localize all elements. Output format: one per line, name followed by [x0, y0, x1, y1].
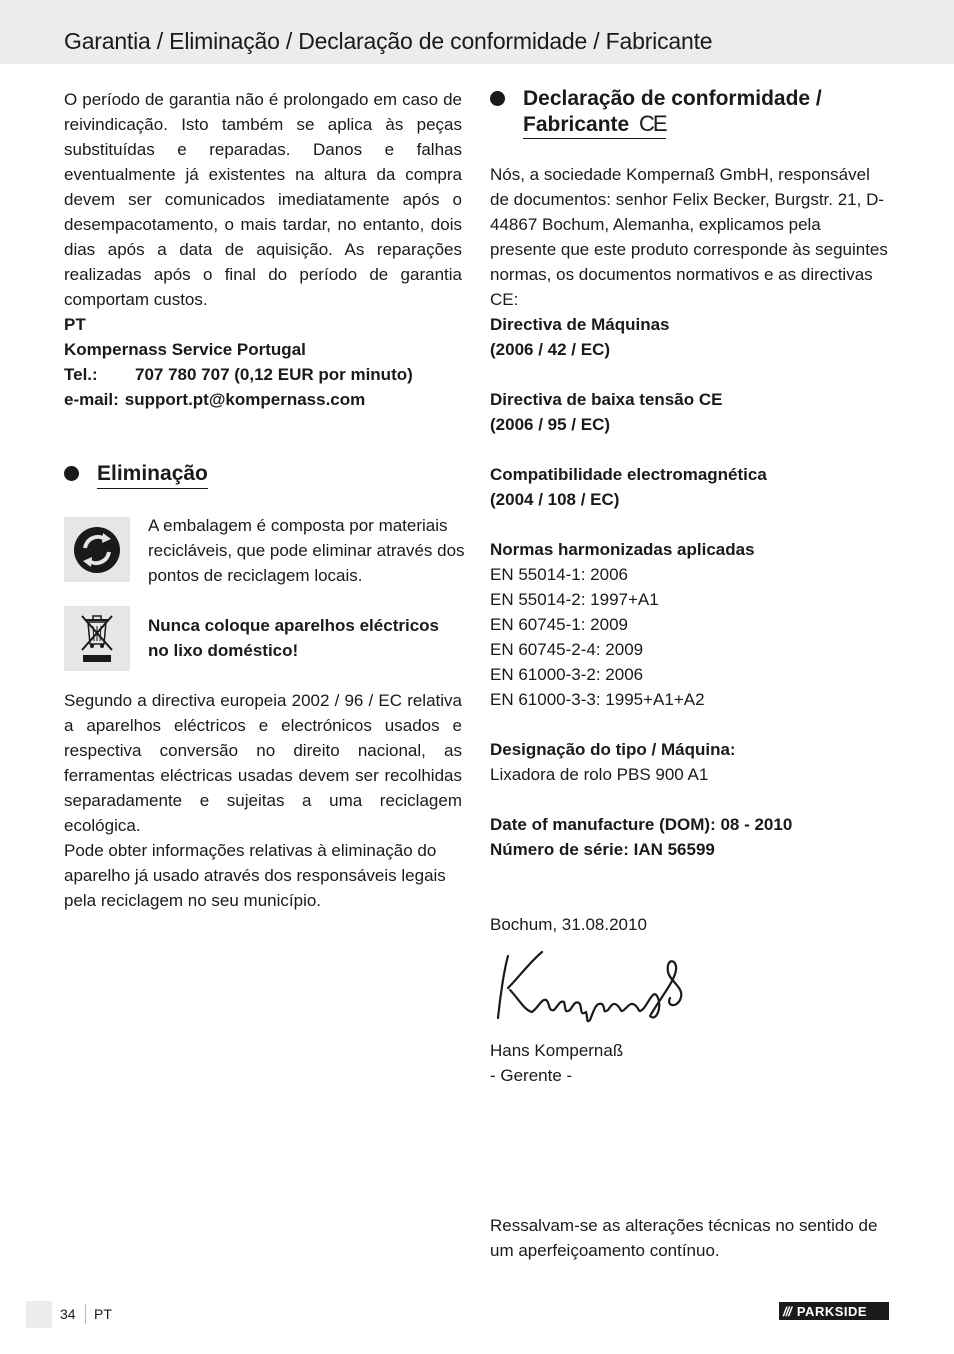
standard-item: EN 60745-2-4: 2009: [490, 640, 644, 659]
ce-mark-icon: CE: [639, 111, 666, 136]
conformity-heading: [490, 86, 890, 137]
email-value: support.pt@kompernass.com: [124, 390, 366, 409]
footer-language: PT: [94, 1306, 112, 1322]
footer-divider: [85, 1304, 86, 1324]
page-number: 34: [60, 1306, 76, 1322]
type-label: Designação do tipo / Máquina:: [490, 740, 736, 759]
footer-box: [26, 1301, 52, 1328]
directive-text: Segundo a directiva europeia 2002 / 96 / EC relativa a aparelhos eléctricos e electrónicos usados e respectiva conversão no direito nacional, as ferramentas eléctricas usadas devem ser recolhidas separadamente e sujeitas a uma reciclagem ecológica.: [64, 691, 462, 835]
type-block: [490, 737, 890, 787]
standard-item: EN 61000-3-2: 2006: [490, 665, 644, 684]
disposal-heading-text: Eliminação: [97, 461, 208, 489]
conformity-heading-line2: Fabricante: [523, 113, 630, 136]
standard-item: EN 55014-2: 1997+A1: [490, 590, 659, 609]
signer-role: - Gerente -: [490, 1066, 573, 1085]
warranty-text: O período de garantia não é prolongado em caso de reivindicação. Isto também se aplica às peças substituídas e reparadas. Danos e falhas eventualmente já existentes na altura da compra devem ser comunicados imediatamente após o desempacotamento, o mais tardar, no entanto, dois dias após a data de aquisição. As reparações realizadas após o final do período de garantia comportam custos.: [64, 90, 462, 309]
signer-block: [490, 1038, 890, 1088]
low-voltage-code: (2006 / 95 / EC): [490, 415, 611, 434]
tel-value: 707 780 707 (0,12 EUR por minuto): [135, 365, 413, 384]
disposal-heading: [64, 461, 462, 489]
service-country: PT: [64, 315, 86, 334]
green-dot-icon: [64, 517, 130, 582]
low-voltage-directive: [490, 387, 890, 437]
standard-item: EN 55014-1: 2006: [490, 565, 628, 584]
emc-code: (2004 / 108 / EC): [490, 490, 620, 509]
service-tel-row: [64, 362, 462, 387]
packaging-paragraph: [148, 513, 468, 588]
parkside-logo: [779, 1302, 889, 1320]
bullet-icon: [64, 466, 79, 481]
directive-paragraph: [64, 688, 462, 838]
recycle-icon-box: [64, 517, 130, 582]
machine-directive: [490, 312, 890, 362]
weee-icon-box: [64, 606, 130, 671]
bullet-icon: [490, 91, 505, 106]
warranty-paragraph: [64, 87, 462, 312]
conformity-heading-line2-wrap: [523, 113, 666, 139]
packaging-text: A embalagem é composta por materiais recicláveis, que pode eliminar através dos pontos de reciclagem locais.: [148, 516, 465, 585]
brand-slashes: ///: [783, 1303, 791, 1319]
technical-note: [490, 1213, 890, 1263]
email-label: e-mail:: [64, 390, 119, 409]
signature-image: [490, 948, 690, 1026]
machine-directive-code: (2006 / 42 / EC): [490, 340, 611, 359]
place-date-text: Bochum, 31.08.2010: [490, 915, 647, 934]
weee-warning-block: [148, 613, 448, 663]
conformity-heading-text: [523, 86, 822, 137]
page-title: Garantia / Eliminação / Declaração de conformidade / Fabricante: [64, 28, 713, 54]
disposal-heading-block: [64, 461, 462, 489]
emc-title: Compatibilidade electromagnética: [490, 465, 767, 484]
place-date: [490, 912, 890, 937]
standard-item: EN 61000-3-3: 1995+A1+A2: [490, 690, 705, 709]
emc-directive: [490, 462, 890, 512]
type-value: Lixadora de rolo PBS 900 A1: [490, 765, 709, 784]
info-paragraph: [64, 838, 462, 913]
weee-warning: Nunca coloque aparelhos eléctricos no lixo doméstico!: [148, 616, 439, 660]
info-text: Pode obter informações relativas à eliminação do aparelho já usado através dos responsáveis legais pela reciclagem no seu município.: [64, 841, 446, 910]
machine-directive-title: Directiva de Máquinas: [490, 315, 670, 334]
service-contact: [64, 312, 462, 412]
date-of-manufacture: Date of manufacture (DOM): 08 - 2010: [490, 815, 793, 834]
standard-item: EN 60745-1: 2009: [490, 615, 628, 634]
low-voltage-title: Directiva de baixa tensão CE: [490, 390, 723, 409]
conformity-heading-block: [490, 86, 890, 137]
intro-text: Nós, a sociedade Kompernaß GmbH, responsável de documentos: senhor Felix Becker, Burgstr. 21, D-44867 Bochum, Alemanha, explicamos pela presente que este produto corresponde às seguintes normas, os documentos normativos e as directivas CE:: [490, 165, 888, 309]
tel-label: Tel.:: [64, 365, 98, 384]
manufacture-block: [490, 812, 890, 862]
service-email-row: [64, 387, 462, 412]
intro-paragraph: [490, 162, 890, 312]
service-name: Kompernass Service Portugal: [64, 340, 306, 359]
conformity-heading-line1: Declaração de conformidade /: [523, 87, 822, 110]
standards-heading: Normas harmonizadas aplicadas: [490, 540, 755, 559]
standards-block: [490, 537, 890, 712]
crossed-bin-icon: [64, 606, 130, 671]
signer-name: Hans Kompernaß: [490, 1041, 624, 1060]
serial-number: Número de série: IAN 56599: [490, 840, 715, 859]
brand-name: PARKSIDE: [796, 1303, 868, 1319]
technical-note-text: Ressalvam-se as alterações técnicas no sentido de um aperfeiçoamento contínuo.: [490, 1216, 878, 1260]
